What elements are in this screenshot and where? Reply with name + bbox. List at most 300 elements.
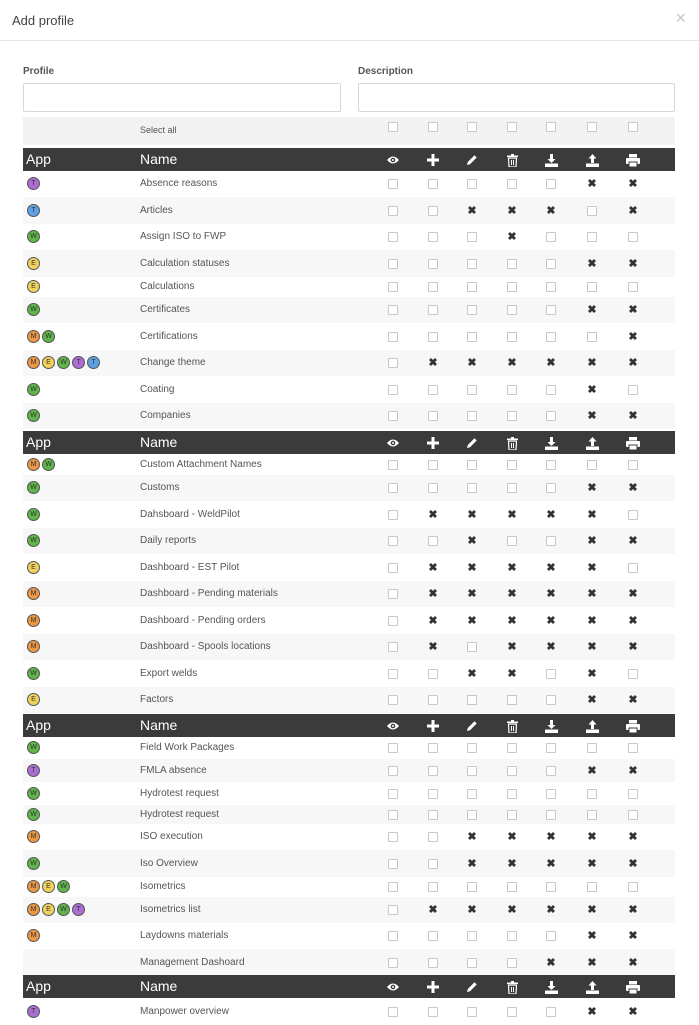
permission-checkbox[interactable] xyxy=(388,305,398,315)
permission-checkbox[interactable] xyxy=(388,483,398,493)
table-row xyxy=(23,897,675,923)
permission-checkbox[interactable] xyxy=(388,695,398,705)
permission-checkbox[interactable] xyxy=(467,483,477,493)
cross-icon[interactable]: ✖ xyxy=(628,357,638,369)
column-header-app: App xyxy=(26,434,51,450)
cross-icon[interactable]: ✖ xyxy=(587,694,597,706)
permission-checkbox[interactable] xyxy=(467,695,477,705)
app-badge-w: W xyxy=(27,741,40,754)
permission-checkbox[interactable] xyxy=(388,882,398,892)
cross-icon[interactable]: ✖ xyxy=(628,1006,638,1018)
permission-checkbox[interactable] xyxy=(546,259,556,269)
permission-checkbox[interactable] xyxy=(388,832,398,842)
permission-checkbox[interactable] xyxy=(507,305,517,315)
permission-checkbox[interactable] xyxy=(467,958,477,968)
cross-icon[interactable]: ✖ xyxy=(507,858,517,870)
permission-checkbox[interactable] xyxy=(546,743,556,753)
row-name: Laydowns materials xyxy=(140,930,229,941)
download-icon xyxy=(544,719,558,733)
select-all-label: Select all xyxy=(140,125,177,135)
permission-checkbox[interactable] xyxy=(467,282,477,292)
table-row xyxy=(23,634,675,660)
cross-icon[interactable]: ✖ xyxy=(628,178,638,190)
plus-icon xyxy=(426,153,440,167)
cross-icon[interactable]: ✖ xyxy=(587,1006,597,1018)
permission-checkbox[interactable] xyxy=(546,1007,556,1017)
row-name: Calculations xyxy=(140,281,195,292)
permission-checkbox[interactable] xyxy=(428,695,438,705)
permission-checkbox[interactable] xyxy=(546,810,556,820)
permission-checkbox[interactable] xyxy=(428,832,438,842)
permission-checkbox[interactable] xyxy=(428,332,438,342)
permission-checkbox[interactable] xyxy=(388,905,398,915)
permission-checkbox[interactable] xyxy=(428,232,438,242)
permission-checkbox[interactable] xyxy=(467,259,477,269)
permission-checkbox[interactable] xyxy=(546,483,556,493)
cross-icon[interactable]: ✖ xyxy=(546,562,556,574)
permission-checkbox[interactable] xyxy=(467,642,477,652)
permission-checkbox[interactable] xyxy=(467,179,477,189)
app-badge-e: E xyxy=(27,561,40,574)
permission-checkbox[interactable] xyxy=(628,669,638,679)
cross-icon[interactable]: ✖ xyxy=(628,535,638,547)
app-badge-t: T xyxy=(72,903,85,916)
permission-checkbox[interactable] xyxy=(546,669,556,679)
cross-icon[interactable]: ✖ xyxy=(428,509,438,521)
permission-checkbox[interactable] xyxy=(428,1007,438,1017)
permission-checkbox[interactable] xyxy=(428,766,438,776)
cross-icon[interactable]: ✖ xyxy=(546,641,556,653)
profile-input[interactable] xyxy=(23,83,341,112)
app-badge-m: M xyxy=(27,929,40,942)
cross-icon[interactable]: ✖ xyxy=(587,258,597,270)
cross-icon[interactable]: ✖ xyxy=(628,904,638,916)
row-name: Certifications xyxy=(140,331,198,342)
cross-icon[interactable]: ✖ xyxy=(428,641,438,653)
cross-icon[interactable]: ✖ xyxy=(467,831,477,843)
permission-checkbox[interactable] xyxy=(388,766,398,776)
cross-icon[interactable]: ✖ xyxy=(507,205,517,217)
permission-checkbox[interactable] xyxy=(628,232,638,242)
cross-icon[interactable]: ✖ xyxy=(546,357,556,369)
permission-checkbox[interactable] xyxy=(587,460,597,470)
cross-icon[interactable]: ✖ xyxy=(507,668,517,680)
select-all-checkbox-download[interactable] xyxy=(546,122,556,132)
permission-checkbox[interactable] xyxy=(507,931,517,941)
permission-checkbox[interactable] xyxy=(507,789,517,799)
permission-checkbox[interactable] xyxy=(428,259,438,269)
cross-icon[interactable]: ✖ xyxy=(587,482,597,494)
cross-icon[interactable]: ✖ xyxy=(467,904,477,916)
permission-checkbox[interactable] xyxy=(388,232,398,242)
permission-checkbox[interactable] xyxy=(428,669,438,679)
table-row xyxy=(23,528,675,554)
cross-icon[interactable]: ✖ xyxy=(546,858,556,870)
cross-icon[interactable]: ✖ xyxy=(546,509,556,521)
cross-icon[interactable]: ✖ xyxy=(467,357,477,369)
cross-icon[interactable]: ✖ xyxy=(628,930,638,942)
table-row xyxy=(23,475,675,501)
cross-icon[interactable]: ✖ xyxy=(628,957,638,969)
cross-icon[interactable]: ✖ xyxy=(587,384,597,396)
trash-icon xyxy=(505,436,519,450)
cross-icon[interactable]: ✖ xyxy=(628,410,638,422)
cross-icon[interactable]: ✖ xyxy=(507,231,517,243)
cross-icon[interactable]: ✖ xyxy=(628,258,638,270)
permission-checkbox[interactable] xyxy=(388,206,398,216)
cross-icon[interactable]: ✖ xyxy=(587,904,597,916)
permission-checkbox[interactable] xyxy=(546,695,556,705)
permission-checkbox[interactable] xyxy=(428,179,438,189)
permission-checkbox[interactable] xyxy=(467,810,477,820)
cross-icon[interactable]: ✖ xyxy=(507,615,517,627)
permission-checkbox[interactable] xyxy=(428,483,438,493)
profile-label: Profile xyxy=(23,66,55,77)
permission-checkbox[interactable] xyxy=(388,669,398,679)
permission-checkbox[interactable] xyxy=(546,305,556,315)
row-name: Dahsboard - WeldPilot xyxy=(140,509,240,520)
cross-icon[interactable]: ✖ xyxy=(467,588,477,600)
cross-icon[interactable]: ✖ xyxy=(587,178,597,190)
permission-checkbox[interactable] xyxy=(507,810,517,820)
row-name: Coating xyxy=(140,384,175,395)
permission-checkbox[interactable] xyxy=(428,385,438,395)
table-row xyxy=(23,581,675,607)
permission-checkbox[interactable] xyxy=(388,179,398,189)
permission-checkbox[interactable] xyxy=(507,385,517,395)
permission-checkbox[interactable] xyxy=(507,536,517,546)
permission-checkbox[interactable] xyxy=(428,460,438,470)
cross-icon[interactable]: ✖ xyxy=(467,535,477,547)
permission-checkbox[interactable] xyxy=(388,282,398,292)
table-row xyxy=(23,171,675,197)
permission-checkbox[interactable] xyxy=(587,810,597,820)
permission-checkbox[interactable] xyxy=(388,789,398,799)
row-name: Articles xyxy=(140,205,173,216)
row-name: Daily reports xyxy=(140,535,197,546)
cross-icon[interactable]: ✖ xyxy=(507,509,517,521)
permission-checkbox[interactable] xyxy=(507,695,517,705)
cross-icon[interactable]: ✖ xyxy=(467,668,477,680)
app-badge-e: E xyxy=(27,257,40,270)
description-label: Description xyxy=(358,66,414,77)
permission-checkbox[interactable] xyxy=(628,460,638,470)
permission-checkbox[interactable] xyxy=(467,332,477,342)
permission-checkbox[interactable] xyxy=(587,882,597,892)
table-row xyxy=(23,949,675,976)
permission-checkbox[interactable] xyxy=(467,789,477,799)
app-badge-w: W xyxy=(57,880,70,893)
permission-checkbox[interactable] xyxy=(388,589,398,599)
permission-checkbox[interactable] xyxy=(467,385,477,395)
permission-checkbox[interactable] xyxy=(546,789,556,799)
permission-checkbox[interactable] xyxy=(507,460,517,470)
cross-icon[interactable]: ✖ xyxy=(628,615,638,627)
table-row xyxy=(23,224,675,250)
permission-checkbox[interactable] xyxy=(467,931,477,941)
permission-checkbox[interactable] xyxy=(428,305,438,315)
app-badge-w: W xyxy=(57,903,70,916)
permission-checkbox[interactable] xyxy=(388,259,398,269)
permission-checkbox[interactable] xyxy=(428,206,438,216)
permission-checkbox[interactable] xyxy=(507,332,517,342)
description-input[interactable] xyxy=(358,83,675,112)
cross-icon[interactable]: ✖ xyxy=(467,205,477,217)
cross-icon[interactable]: ✖ xyxy=(628,641,638,653)
app-badge-w: W xyxy=(57,356,70,369)
select-all-checkbox-upload[interactable] xyxy=(587,122,597,132)
permission-checkbox[interactable] xyxy=(587,206,597,216)
permission-checkbox[interactable] xyxy=(428,743,438,753)
cross-icon[interactable]: ✖ xyxy=(628,765,638,777)
permission-checkbox[interactable] xyxy=(628,810,638,820)
permission-checkbox[interactable] xyxy=(546,332,556,342)
permission-checkbox[interactable] xyxy=(546,931,556,941)
permission-checkbox[interactable] xyxy=(546,385,556,395)
cross-icon[interactable]: ✖ xyxy=(428,562,438,574)
dialog-header xyxy=(0,0,699,41)
upload-icon xyxy=(585,719,599,733)
row-name: Isometrics list xyxy=(140,904,201,915)
pencil-icon xyxy=(465,719,479,733)
app-badge-t: T xyxy=(27,177,40,190)
cross-icon[interactable]: ✖ xyxy=(467,615,477,627)
permission-checkbox[interactable] xyxy=(546,179,556,189)
cross-icon[interactable]: ✖ xyxy=(507,831,517,843)
cross-icon[interactable]: ✖ xyxy=(587,930,597,942)
permission-checkbox[interactable] xyxy=(507,411,517,421)
cross-icon[interactable]: ✖ xyxy=(507,904,517,916)
permission-checkbox[interactable] xyxy=(507,743,517,753)
permission-checkbox[interactable] xyxy=(388,743,398,753)
permission-checkbox[interactable] xyxy=(507,179,517,189)
table-row xyxy=(23,376,675,403)
table-row xyxy=(23,350,675,376)
table-row xyxy=(23,850,675,877)
cross-icon[interactable]: ✖ xyxy=(628,304,638,316)
permission-checkbox[interactable] xyxy=(628,789,638,799)
cross-icon[interactable]: ✖ xyxy=(587,668,597,680)
cross-icon[interactable]: ✖ xyxy=(587,535,597,547)
cross-icon[interactable]: ✖ xyxy=(587,831,597,843)
permission-checkbox[interactable] xyxy=(388,1007,398,1017)
cross-icon[interactable]: ✖ xyxy=(507,562,517,574)
permission-checkbox[interactable] xyxy=(546,882,556,892)
print-icon xyxy=(626,436,640,450)
app-badge-e: E xyxy=(42,356,55,369)
permission-checkbox[interactable] xyxy=(467,743,477,753)
select-all-checkbox-eye[interactable] xyxy=(388,122,398,132)
app-badge-m: M xyxy=(27,356,40,369)
cross-icon[interactable]: ✖ xyxy=(546,205,556,217)
permission-checkbox[interactable] xyxy=(546,460,556,470)
permission-checkbox[interactable] xyxy=(428,411,438,421)
permission-checkbox[interactable] xyxy=(388,642,398,652)
cross-icon[interactable]: ✖ xyxy=(428,904,438,916)
permission-checkbox[interactable] xyxy=(467,766,477,776)
cross-icon[interactable]: ✖ xyxy=(628,694,638,706)
permission-checkbox[interactable] xyxy=(388,536,398,546)
app-badge-w: W xyxy=(27,230,40,243)
app-badge-w: W xyxy=(27,383,40,396)
cross-icon[interactable]: ✖ xyxy=(628,205,638,217)
permission-checkbox[interactable] xyxy=(428,789,438,799)
permission-checkbox[interactable] xyxy=(388,510,398,520)
permission-checkbox[interactable] xyxy=(388,810,398,820)
select-all-checkbox-print[interactable] xyxy=(628,122,638,132)
cross-icon[interactable]: ✖ xyxy=(628,831,638,843)
cross-icon[interactable]: ✖ xyxy=(467,858,477,870)
permission-checkbox[interactable] xyxy=(546,536,556,546)
column-header-name: Name xyxy=(140,151,178,167)
upload-icon xyxy=(585,153,599,167)
cross-icon[interactable]: ✖ xyxy=(587,858,597,870)
permission-checkbox[interactable] xyxy=(546,766,556,776)
permission-checkbox[interactable] xyxy=(507,766,517,776)
upload-icon xyxy=(585,436,599,450)
cross-icon[interactable]: ✖ xyxy=(546,615,556,627)
cross-icon[interactable]: ✖ xyxy=(428,588,438,600)
cross-icon[interactable]: ✖ xyxy=(587,410,597,422)
cross-icon[interactable]: ✖ xyxy=(628,858,638,870)
table-header xyxy=(23,431,675,454)
permission-checkbox[interactable] xyxy=(467,305,477,315)
app-badge-w: W xyxy=(27,481,40,494)
permission-checkbox[interactable] xyxy=(388,332,398,342)
row-name: Calculation statuses xyxy=(140,258,230,269)
cross-icon[interactable]: ✖ xyxy=(587,765,597,777)
select-all-checkbox-trash[interactable] xyxy=(507,122,517,132)
cross-icon[interactable]: ✖ xyxy=(628,588,638,600)
table-row xyxy=(23,277,675,297)
permission-checkbox[interactable] xyxy=(628,743,638,753)
table-row xyxy=(23,323,675,350)
cross-icon[interactable]: ✖ xyxy=(587,641,597,653)
app-badge-w: W xyxy=(27,787,40,800)
cross-icon[interactable]: ✖ xyxy=(507,641,517,653)
permission-checkbox[interactable] xyxy=(507,483,517,493)
cross-icon[interactable]: ✖ xyxy=(628,331,638,343)
cross-icon[interactable]: ✖ xyxy=(428,357,438,369)
permission-checkbox[interactable] xyxy=(467,1007,477,1017)
permission-checkbox[interactable] xyxy=(507,958,517,968)
cross-icon[interactable]: ✖ xyxy=(628,482,638,494)
row-name: Dashboard - Spools locations xyxy=(140,641,271,652)
permission-checkbox[interactable] xyxy=(388,563,398,573)
table-row xyxy=(23,923,675,949)
permission-checkbox[interactable] xyxy=(587,282,597,292)
permission-checkbox[interactable] xyxy=(628,563,638,573)
column-header-name: Name xyxy=(140,978,178,994)
row-name: Isometrics xyxy=(140,881,186,892)
cross-icon[interactable]: ✖ xyxy=(507,357,517,369)
permission-checkbox[interactable] xyxy=(388,385,398,395)
permission-checkbox[interactable] xyxy=(467,232,477,242)
permission-checkbox[interactable] xyxy=(628,282,638,292)
permission-checkbox[interactable] xyxy=(428,931,438,941)
permission-checkbox[interactable] xyxy=(587,332,597,342)
permission-checkbox[interactable] xyxy=(587,232,597,242)
permission-checkbox[interactable] xyxy=(428,859,438,869)
column-header-app: App xyxy=(26,978,51,994)
permission-checkbox[interactable] xyxy=(507,259,517,269)
cross-icon[interactable]: ✖ xyxy=(587,615,597,627)
permission-checkbox[interactable] xyxy=(388,859,398,869)
cross-icon[interactable]: ✖ xyxy=(587,957,597,969)
permission-checkbox[interactable] xyxy=(587,789,597,799)
permission-checkbox[interactable] xyxy=(388,358,398,368)
eye-icon xyxy=(386,436,400,450)
permission-checkbox[interactable] xyxy=(546,232,556,242)
table-row xyxy=(23,759,675,782)
app-badge-e: E xyxy=(27,693,40,706)
table-header xyxy=(23,975,675,998)
permission-checkbox[interactable] xyxy=(388,616,398,626)
permission-checkbox[interactable] xyxy=(428,810,438,820)
permission-checkbox[interactable] xyxy=(388,460,398,470)
row-name: Change theme xyxy=(140,357,206,368)
permission-checkbox[interactable] xyxy=(507,882,517,892)
app-badge-w: W xyxy=(27,667,40,680)
cross-icon[interactable]: ✖ xyxy=(587,588,597,600)
close-icon[interactable]: × xyxy=(675,8,686,28)
cross-icon[interactable]: ✖ xyxy=(467,562,477,574)
permission-checkbox[interactable] xyxy=(388,958,398,968)
cross-icon[interactable]: ✖ xyxy=(546,957,556,969)
table-row xyxy=(23,687,675,713)
permission-checkbox[interactable] xyxy=(428,958,438,968)
permission-checkbox[interactable] xyxy=(628,510,638,520)
select-all-checkbox-pencil[interactable] xyxy=(467,122,477,132)
permission-checkbox[interactable] xyxy=(388,931,398,941)
permission-checkbox[interactable] xyxy=(507,1007,517,1017)
permission-checkbox[interactable] xyxy=(428,536,438,546)
cross-icon[interactable]: ✖ xyxy=(546,588,556,600)
table-row xyxy=(23,607,675,634)
cross-icon[interactable]: ✖ xyxy=(587,304,597,316)
trash-icon xyxy=(505,153,519,167)
permission-checkbox[interactable] xyxy=(467,460,477,470)
row-name: Hydrotest request xyxy=(140,809,219,820)
permission-checkbox[interactable] xyxy=(628,882,638,892)
cross-icon[interactable]: ✖ xyxy=(428,615,438,627)
download-icon xyxy=(544,153,558,167)
app-badge-t: T xyxy=(72,356,85,369)
cross-icon[interactable]: ✖ xyxy=(587,562,597,574)
table-header xyxy=(23,148,675,171)
permission-checkbox[interactable] xyxy=(467,882,477,892)
permission-checkbox[interactable] xyxy=(467,411,477,421)
permission-checkbox[interactable] xyxy=(428,882,438,892)
permission-checkbox[interactable] xyxy=(587,743,597,753)
cross-icon[interactable]: ✖ xyxy=(467,509,477,521)
permission-checkbox[interactable] xyxy=(507,282,517,292)
cross-icon[interactable]: ✖ xyxy=(587,357,597,369)
permission-checkbox[interactable] xyxy=(428,282,438,292)
select-all-row xyxy=(23,117,675,145)
permission-checkbox[interactable] xyxy=(546,282,556,292)
permission-checkbox[interactable] xyxy=(628,385,638,395)
cross-icon[interactable]: ✖ xyxy=(587,509,597,521)
cross-icon[interactable]: ✖ xyxy=(507,588,517,600)
select-all-checkbox-plus[interactable] xyxy=(428,122,438,132)
permission-checkbox[interactable] xyxy=(388,411,398,421)
permission-checkbox[interactable] xyxy=(546,411,556,421)
cross-icon[interactable]: ✖ xyxy=(546,831,556,843)
row-name: Factors xyxy=(140,694,174,705)
table-row xyxy=(23,824,675,850)
cross-icon[interactable]: ✖ xyxy=(546,904,556,916)
